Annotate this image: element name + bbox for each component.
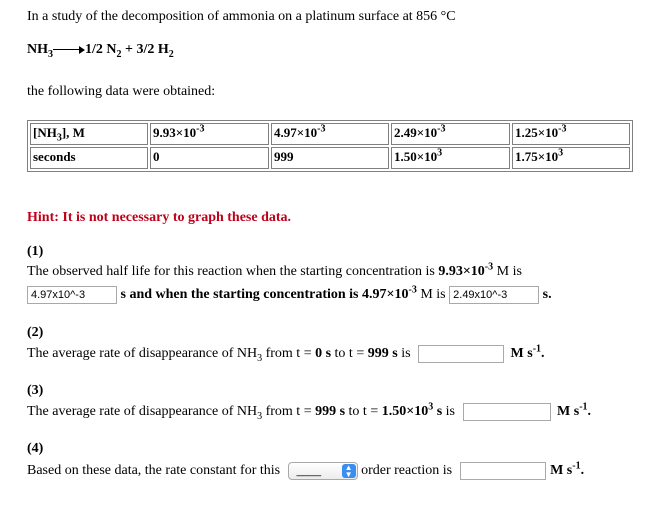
table-cell: 999 xyxy=(271,147,389,169)
q1-answer-1-input[interactable]: 4.97x10^-3 xyxy=(27,286,117,304)
table-cell: $4.97\times 10^{-3}$ xyxy=(271,123,389,145)
q3-line: The average rate of disappearance of $NH_3$ from t = 999 s to $t = 1.50\times 10^3$ s is M $s^{-1}$. xyxy=(27,401,592,423)
table-row xyxy=(30,147,630,169)
q3-number: (3) xyxy=(27,383,44,398)
q1-line2: 4.97x10^-3 s and when the starting concentration is $4.97\times 10^{-3}$ M is 2.49x10^-3 s. xyxy=(27,286,552,304)
q4-line: Based on these data, the rate constant for this ____ ▲ ▼ order reaction is M $s^{-1}$. xyxy=(27,460,585,479)
q4-answer-input[interactable] xyxy=(460,462,546,480)
q1-answer-2-input[interactable]: 2.49x10^-3 xyxy=(449,286,539,304)
intro-text: In a study of the decomposition of ammonia on a platinum surface at 856 °C xyxy=(27,9,456,24)
q1-number: (1) xyxy=(27,244,44,259)
row-label-concentration: $[NH_3]$, M xyxy=(30,123,148,145)
q2-answer-input[interactable] xyxy=(418,345,504,363)
reaction-equation: $NH_3$ 1/2 $N_2 + 3/2$ $H_2$ xyxy=(27,42,174,60)
reaction-order-select[interactable]: ____ ▲ ▼ xyxy=(288,462,358,480)
table-cell: $1.25\times 10^{-3}$ xyxy=(512,123,630,145)
q3-answer-input[interactable] xyxy=(463,403,551,421)
q1-line1: The observed half life for this reaction when the starting concentration is $9.93\times 10^{-3}$ M is xyxy=(27,261,522,279)
select-arrows-icon: ▲ ▼ xyxy=(342,464,356,478)
row-label-seconds: seconds xyxy=(30,147,148,169)
table-cell: 0 xyxy=(150,147,269,169)
table-cell: $2.49\times 10^{-3}$ xyxy=(391,123,510,145)
data-intro: the following data were obtained: xyxy=(27,84,216,99)
reaction-arrow-icon xyxy=(53,46,85,54)
table-cell: $9.93\times 10^{-3}$ xyxy=(150,123,269,145)
hint-text: Hint: It is not necessary to graph these data. xyxy=(27,210,292,225)
table-cell: $1.75\times 10^3$ xyxy=(512,147,630,169)
data-table xyxy=(27,120,633,172)
q2-line: The average rate of disappearance of $NH_3$ from t = 0 s to t = 999 s is M $s^{-1}$. xyxy=(27,343,545,365)
table-row xyxy=(30,123,630,145)
q4-number: (4) xyxy=(27,441,44,456)
table-cell: $1.50\times 10^3$ xyxy=(391,147,510,169)
reactant: NH xyxy=(27,42,48,57)
q2-number: (2) xyxy=(27,325,44,340)
